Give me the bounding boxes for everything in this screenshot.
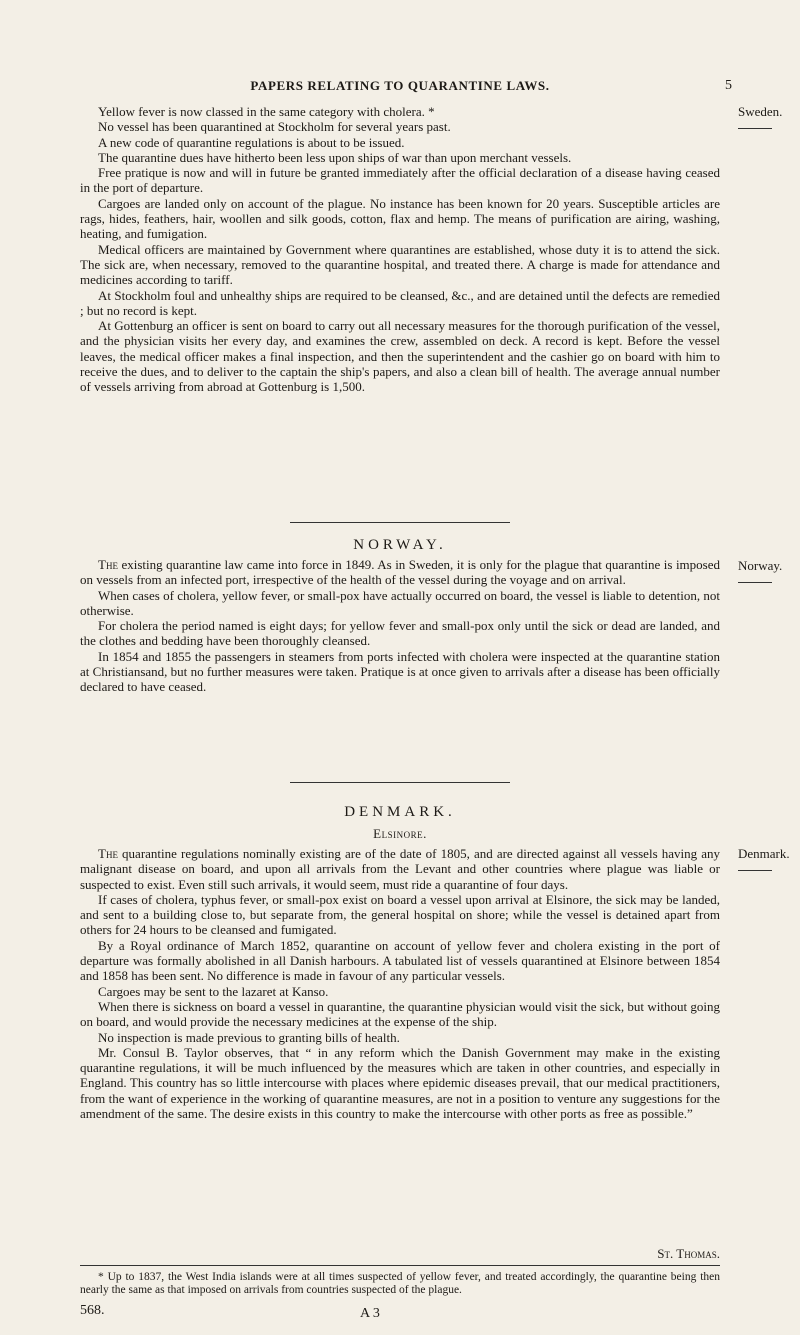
lead-word: The — [98, 846, 118, 861]
section-heading-norway: NORWAY. — [353, 537, 447, 553]
running-title: PAPERS RELATING TO QUARANTINE LAWS. — [250, 78, 550, 93]
footer-number: 568. — [80, 1303, 105, 1318]
paragraph: If cases of cholera, typhus fever, or small-pox exist on board a vessel upon arrival at Elsinore, the sick may be landed, and sent to a building close to, but separate from, the general hospital on shore; while the vessel is detained apart from others for 24 hours to be cleansed and fumigated. — [80, 891, 720, 938]
margin-dash — [738, 128, 772, 129]
next-section-heading: St. Thomas. — [657, 1246, 720, 1261]
paragraph-text: quarantine regulations nominally existing are of the date of 1805, and are directed against all vessels having any malignant disease on board, and upon all arrivals from the Levant and other countries where plague was liable or suspected to exist. Even still such arrivals, it would seem, must ride a quarantine of four days. — [80, 846, 720, 892]
lead-word: The — [98, 557, 118, 572]
margin-dash — [738, 582, 772, 583]
paragraph: When cases of cholera, yellow fever, or small-pox have actually occurred on board, the vessel is liable to detention, not otherwise. — [80, 587, 720, 618]
page-number: 5 — [725, 78, 732, 93]
paragraph — [80, 846, 720, 892]
paragraph: Medical officers are maintained by Government where quarantines are established, whose duty it is to attend the sick. The sick are, when necessary, removed to the quarantine hospital, and treated there. A charge is made for attendance and medicines according to tariff. — [80, 241, 720, 288]
paragraph: No inspection is made previous to granting bills of health. — [98, 1029, 400, 1045]
paragraph: A new code of quarantine regulations is about to be issued. — [98, 134, 405, 150]
footnote — [80, 1271, 720, 1297]
paragraph: At Gottenburg an officer is sent on board to carry out all necessary measures for the thorough purification of the vessel, and the physician visits her every day, and examines the crew, assembled on deck. A record is kept. Before the vessel leaves, the medical officer makes a final inspection, and then the superintendent and the cashier go on board with him to receive the dues, and to deliver to the captain the ship's papers, and also a clean bill of health. The average annual number of vessels arriving from abroad at Gottenburg is 1,500. — [80, 318, 720, 395]
footnote-rule — [80, 1265, 720, 1266]
margin-note-norway — [738, 558, 800, 583]
paragraph: Free pratique is now and will in future be granted immediately after the official declaration of a disease having ceased in the port of departure. — [80, 165, 720, 196]
section-norway — [80, 557, 720, 695]
margin-label-denmark: Denmark. — [738, 846, 790, 861]
paragraph: Cargoes are landed only on account of the plague. No instance has been known for 20 years. Susceptible articles are rags, hides, feathers, hair, woollen and silk goods, cotton, flax and hemp. The means of purification are airing, washing, heating, and fumigation. — [80, 195, 720, 242]
margin-label-norway: Norway. — [738, 558, 783, 573]
section-divider — [290, 782, 510, 783]
signature-mark: A 3 — [360, 1306, 380, 1321]
paragraph: No vessel has been quarantined at Stockholm for several years past. — [98, 119, 451, 135]
subheading-elsinore: Elsinore. — [373, 826, 427, 841]
paragraph: Yellow fever is now classed in the same category with cholera. * — [98, 104, 435, 119]
section-heading-denmark: DENMARK. — [344, 804, 456, 820]
paragraph: At Stockholm foul and unhealthy ships are required to be cleansed, &c., and are detained until the defects are remedied ; but no record is kept. — [80, 287, 720, 318]
paragraph: For cholera the period named is eight days; for yellow fever and small-pox only until the sick or dead are landed, and the clothes and bedding have been thoroughly cleansed. — [80, 618, 720, 649]
margin-label-sweden: Sweden. — [738, 104, 783, 119]
footnote-text: * Up to 1837, the West India islands were at all times suspected of yellow fever, and treated accordingly, the quarantine being then nearly the same as that imposed on arrivals from countries suspected of the plague. — [80, 1271, 720, 1296]
section-sweden — [80, 104, 720, 395]
section-denmark — [80, 846, 720, 1121]
paragraph: Mr. Consul B. Taylor observes, that “ in any reform which the Danish Government may make in the existing quarantine regulations, it will be much influenced by the measures which are taken in other countries, and especially in England. This country has so little intercourse with places where epidemic diseases prevail, that our medical practitioners, from the want of experience in the working of quarantine measures, are not in a position to venture any suggestions for the amendment of the same. The desire exists in this country to make the intercourse with other ports as free as possible.” — [80, 1044, 720, 1122]
paragraph: In 1854 and 1855 the passengers in steamers from ports infected with cholera were inspected at the quarantine station at Christiansand, but no further measures were taken. Pratique is at once given to arrivals after a disease has been officially declared to have ceased. — [80, 648, 720, 695]
margin-note-sweden — [738, 104, 800, 129]
section-divider — [290, 522, 510, 523]
paragraph: By a Royal ordinance of March 1852, quarantine on account of yellow fever and cholera existing in the port of departure was formally abolished in all Danish harbours. A tabulated list of vessels quarantined at Elsinore between 1854 and 1858 has been sent. No difference is made in favour of any particular vessels. — [80, 937, 720, 984]
paragraph: Cargoes may be sent to the lazaret at Kanso. — [98, 983, 329, 999]
paragraph — [80, 557, 720, 588]
paragraph: The quarantine dues have hitherto been less upon ships of war than upon merchant vessels. — [98, 149, 572, 165]
margin-dash — [738, 870, 772, 871]
margin-note-denmark — [738, 846, 800, 871]
paragraph: When there is sickness on board a vessel in quarantine, the quarantine physician would visit the sick, but without going on board, and would provide the necessary medicines at the expense of the ship. — [80, 998, 720, 1030]
paragraph-text: existing quarantine law came into force in 1849. As in Sweden, it is only for the plague that quarantine is imposed on vessels from an infected port, irrespective of the health of the vessel during the voyage and on arrival. — [80, 557, 720, 588]
running-header — [0, 78, 800, 98]
